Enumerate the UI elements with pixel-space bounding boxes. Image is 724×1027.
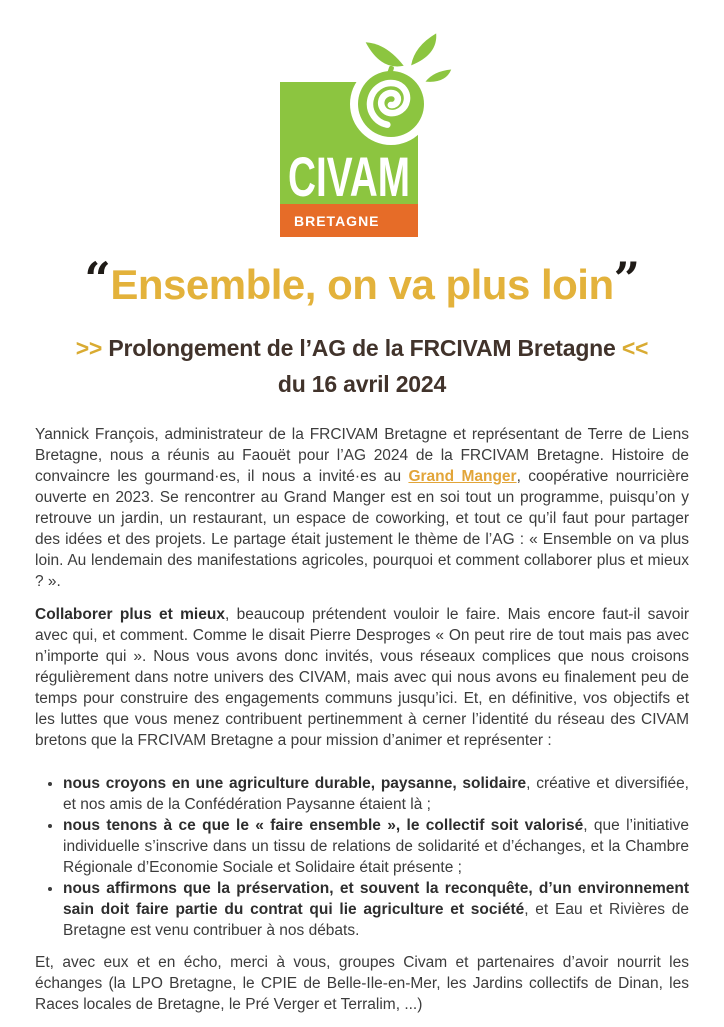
page-subtitle: [0, 330, 724, 402]
logo-wordmark: CIVAM: [288, 145, 410, 208]
paragraph-intro: [35, 424, 689, 592]
grand-manger-link[interactable]: Grand Manger: [408, 468, 517, 485]
bullet-text: , que l’initiative individuelle s’inscrive dans un tissu de relations de solidarité et d’échanges, et la Chambre Régionale d’Economie Sociale et Solidaire était présente ;: [63, 817, 689, 876]
intro-text-after-link: , coopérative nourricière ouverte en 2023. Se rencontrer au Grand Manger est en soi tout un programme, puisqu’on y retrouve un jardin, un restaurant, un espace de coworking, et tout ce qu’il faut pour partager des idées et des projets. Le partage était justement le thème de l’AG : « Ensemble on va plus loin. Au lendemain des manifestations agricoles, pourquoi et comment collaborer plus et mieux ? ».: [35, 468, 689, 590]
bullet-bold-lead: nous affirmons que la préservation, et souvent la reconquête, d’un environnement sain doit faire partie du contrat qui lie agriculture et société: [63, 880, 689, 918]
intro-text-before-link: Yannick François, administrateur de la FRCIVAM Bretagne et représentant de Terre de Liens Bretagne, nous a réunis au Faouët pour l’AG 2024 de la FRCIVAM Bretagne. Histoire de convaincre les gourmand·es, il nous a invité·es au: [35, 426, 689, 485]
open-quote: “: [84, 252, 111, 306]
list-item: [63, 878, 689, 941]
left-arrows: >>: [75, 335, 103, 361]
headline-text: Ensemble, on va plus loin: [110, 261, 614, 308]
list-item: [63, 773, 689, 815]
page-title: [0, 252, 724, 310]
logo-region-label: BRETAGNE: [294, 213, 380, 229]
values-list: [35, 773, 689, 941]
subtitle-line1: [0, 330, 724, 366]
bullet-text: , créative et diversifiée, et nos amis de la Confédération Paysanne étaient là ;: [63, 775, 689, 813]
close-quote: ”: [613, 252, 640, 306]
paragraph-closing: Et, avec eux et en écho, merci à vous, groupes Civam et partenaires d’avoir nourrit les échanges (la LPO Bretagne, le CPIE de Belle-Ile-en-Mer, les Jardins collectifs de Dinan, les Races locales de Bretagne, le Pré Verger et Terralim, ...): [35, 954, 689, 1013]
list-item: [63, 815, 689, 878]
subtitle-date: du 16 avril 2024: [277, 371, 447, 397]
bullet-bold-lead: nous croyons en une agriculture durable, paysanne, solidaire: [63, 775, 527, 792]
subtitle-text: Prolongement de l’AG de la FRCIVAM Bretagne: [108, 335, 616, 361]
collaborer-bold-lead: Collaborer plus et mieux: [35, 606, 225, 623]
right-arrows: <<: [621, 335, 649, 361]
civam-bretagne-logo: [278, 30, 458, 240]
article-body: [35, 424, 689, 1027]
bullet-text: , et Eau et Rivières de Bretagne est venu contribuer à nos débats.: [63, 901, 690, 939]
bullet-bold-lead: nous tenons à ce que le « faire ensemble », le collectif soit valorisé: [63, 817, 584, 834]
spiral-icon: [358, 71, 424, 137]
collaborer-text: , beaucoup prétendent vouloir le faire. Mais encore faut-il savoir avec qui, et comment. Comme le disait Pierre Desproges « On peut rire de tout mais pas avec n’importe qui ». Nous vous avons donc invités, vous réseaux complices que nous croisons régulièrement dans notre univers des CIVAM, mais avec qui nous avons eu finalement peu de temps pour construire des engagements communs jusqu’ici. Et, en définitive, vos objectifs et les luttes que vous menez contribuent pertinemment à cerner l’identité du réseau des CIVAM bretons que la FRCIVAM Bretagne a pour mission d’animer et représenter :: [35, 606, 689, 749]
paragraph-collaborer: [35, 604, 689, 751]
